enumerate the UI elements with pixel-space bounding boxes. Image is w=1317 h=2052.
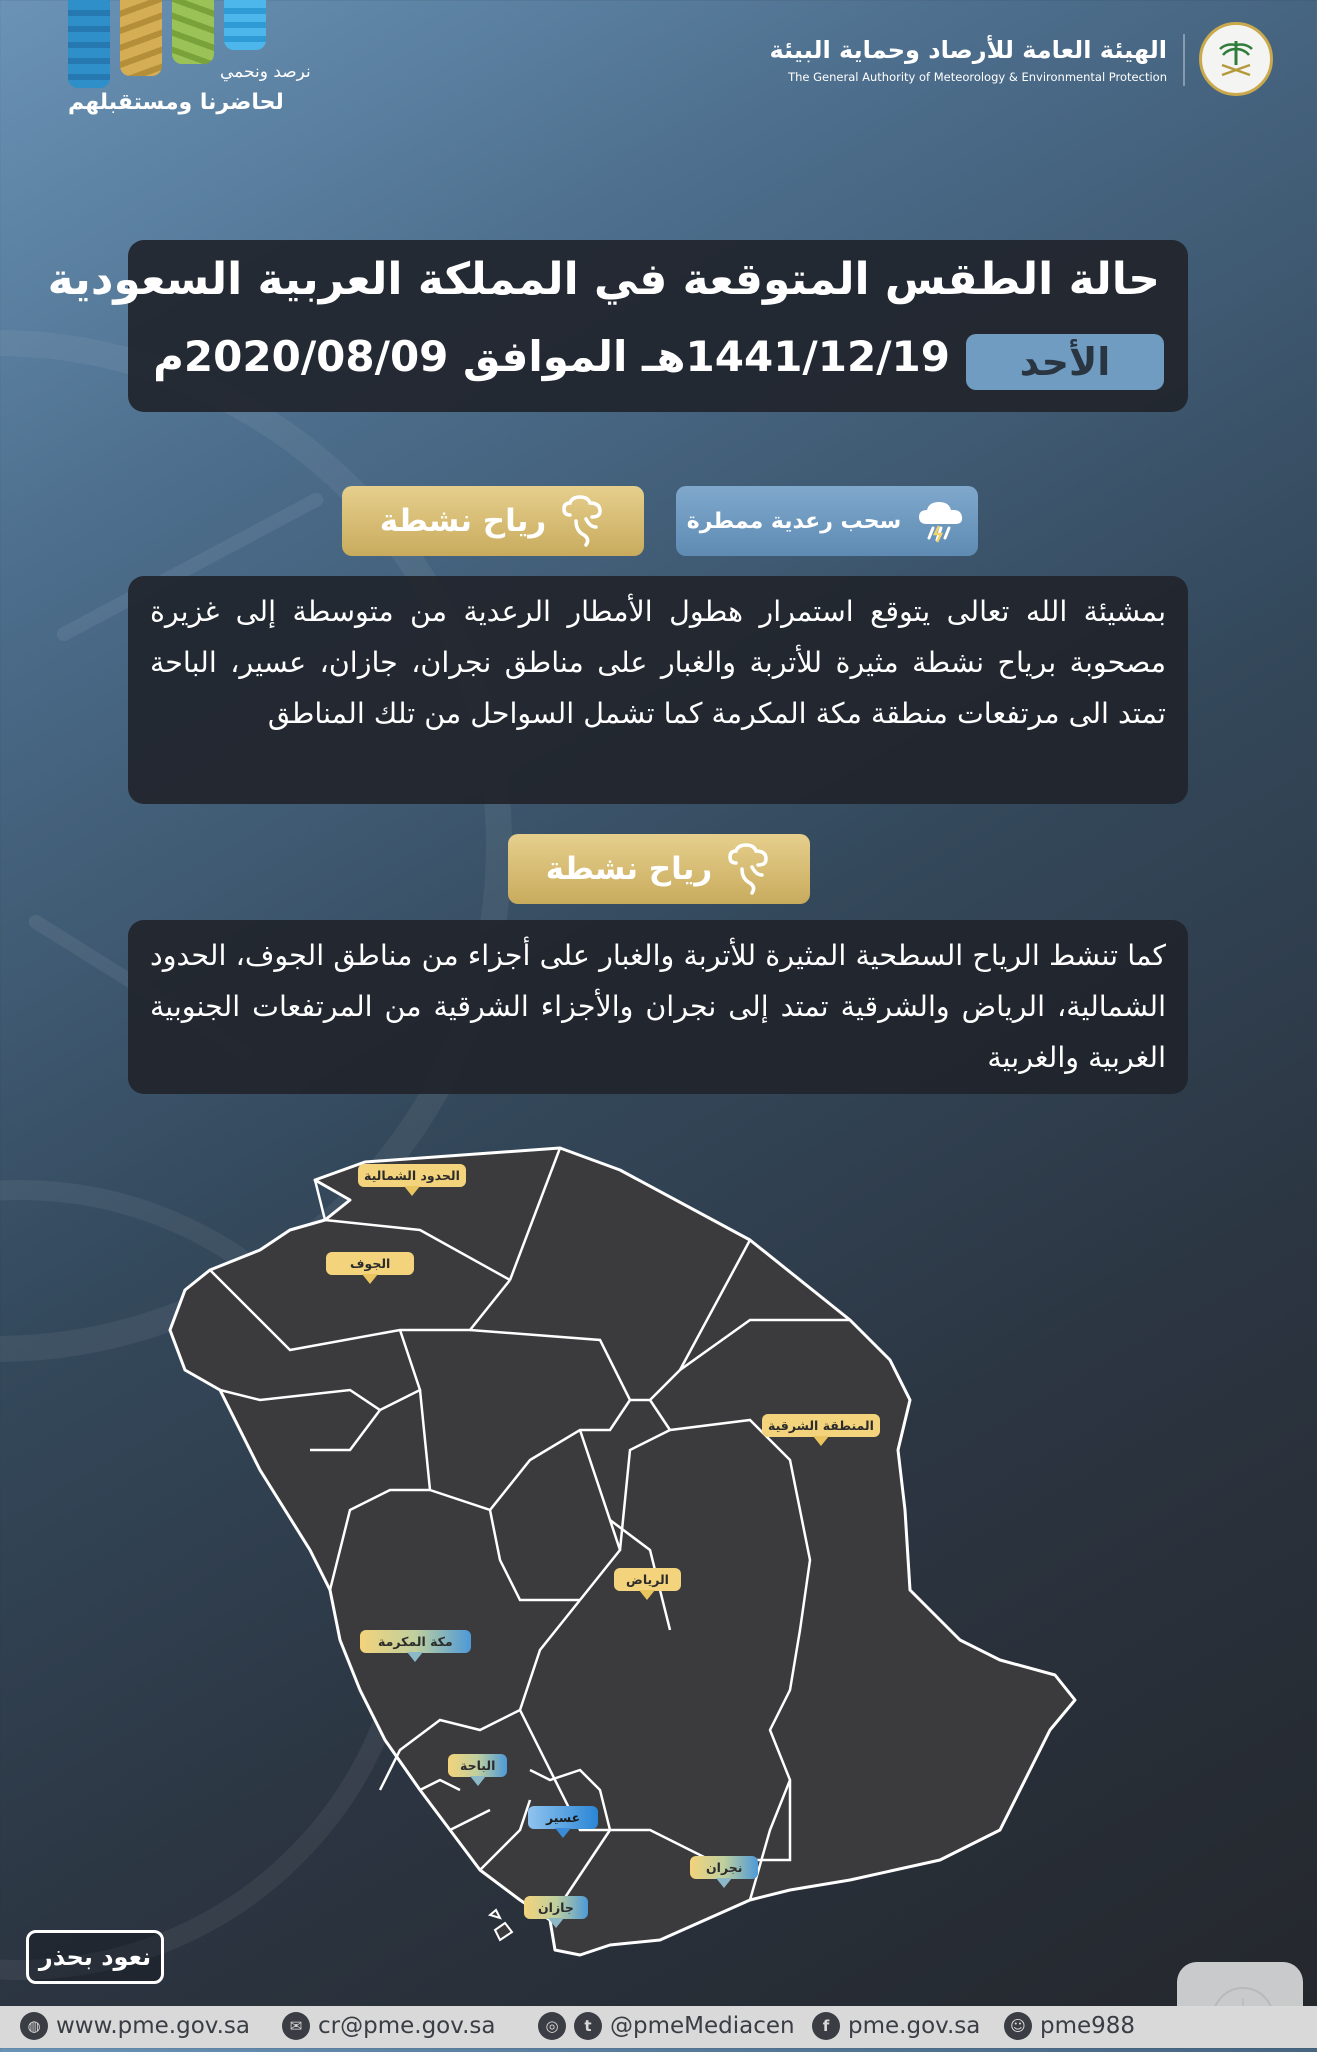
forecast-card-2 xyxy=(128,920,1188,1094)
thunder-cloud-icon xyxy=(915,498,967,544)
org-name-english: The General Authority of Meteorology & Environmental Protection xyxy=(788,70,1167,84)
footer-website[interactable] xyxy=(20,2012,250,2040)
footer-email[interactable] xyxy=(282,2012,495,2040)
date-text: 1441/12/19هـ الموافق 2020/08/09م xyxy=(153,332,950,381)
brand-tagline-small: نرصد ونحمي xyxy=(220,62,311,82)
brand-tagline: لحاضرنا ومستقبلهم xyxy=(68,90,284,115)
title-card xyxy=(47,240,1188,412)
careful-return-badge: نعود بحذر xyxy=(26,1930,164,1984)
region-label-jazan: جازان xyxy=(524,1896,588,1919)
region-label-riyadh: الرياض xyxy=(614,1568,681,1591)
mail-icon: ✉ xyxy=(282,2012,310,2040)
footer-bar xyxy=(0,2006,1317,2048)
saudi-map xyxy=(150,1130,1170,1960)
header-divider xyxy=(1183,34,1185,86)
footer-snapchat-text: pme988 xyxy=(1040,2013,1136,2039)
footer-social[interactable] xyxy=(538,2012,795,2040)
region-label-makkah: مكة المكرمة xyxy=(360,1630,471,1653)
region-label-eastern: المنطقة الشرقية xyxy=(762,1414,880,1437)
region-label-najran: نجران xyxy=(690,1856,758,1879)
farasan-islands xyxy=(490,1910,512,1940)
footer-snapchat[interactable] xyxy=(1004,2012,1135,2040)
footer-email-text: cr@pme.gov.sa xyxy=(318,2013,496,2039)
forecast-text-2: كما تنشط الرياح السطحية المثيرة للأتربة والغبار على أجزاء من مناطق الجوف، الحدود الشمالية، الرياض والشرقية تمتد إلى نجران والأجزاء الشرقية من المرتفعات الجنوبية الغربية والغربية xyxy=(150,939,1166,1074)
snapchat-icon: ☺ xyxy=(1004,2012,1032,2040)
org-name-arabic: الهيئة العامة للأرصاد وحماية البيئة xyxy=(769,36,1167,64)
wind-icon xyxy=(726,843,772,895)
facebook-icon: f xyxy=(812,2012,840,2040)
globe-icon: ◍ xyxy=(20,2012,48,2040)
footer-social-text: @pmeMediacen xyxy=(610,2013,795,2039)
footer-facebook[interactable] xyxy=(812,2012,980,2040)
thunder-badge xyxy=(676,486,978,556)
footer-website-text: www.pme.gov.sa xyxy=(56,2013,250,2039)
region-label-jouf: الجوف xyxy=(326,1252,414,1275)
instagram-icon: ◎ xyxy=(538,2012,566,2040)
day-badge: الأحد xyxy=(966,334,1164,390)
winds-badge-label-1: رياح نشطة xyxy=(379,503,547,539)
twitter-icon: t xyxy=(574,2012,602,2040)
saudi-emblem-icon xyxy=(1199,22,1273,96)
wind-icon xyxy=(560,495,606,547)
thunder-badge-label: سحب رعدية ممطرة xyxy=(686,508,902,534)
footer-facebook-text: pme.gov.sa xyxy=(848,2013,981,2039)
forecast-card-1 xyxy=(128,576,1188,804)
winds-badge-label-2: رياح نشطة xyxy=(545,851,713,887)
forecast-text-1: بمشيئة الله تعالى يتوقع استمرار هطول الأمطار الرعدية من متوسطة إلى غزيرة مصحوبة برياح نشطة مثيرة للأتربة والغبار على مناطق نجران، جازان، عسير، الباحة تمتد الى مرتفعات منطقة مكة المكرمة كما تشمل السواحل من تلك المناطق xyxy=(150,595,1166,730)
map-outline xyxy=(170,1148,1075,1955)
winds-badge-2 xyxy=(508,834,810,904)
page-title: حالة الطقس المتوقعة في المملكة العربية السعودية xyxy=(47,254,1160,305)
region-label-asir: عسير xyxy=(528,1806,598,1829)
winds-badge-1 xyxy=(342,486,644,556)
region-label-baha: الباحة xyxy=(448,1754,507,1777)
region-label-northern-borders: الحدود الشمالية xyxy=(358,1164,466,1187)
